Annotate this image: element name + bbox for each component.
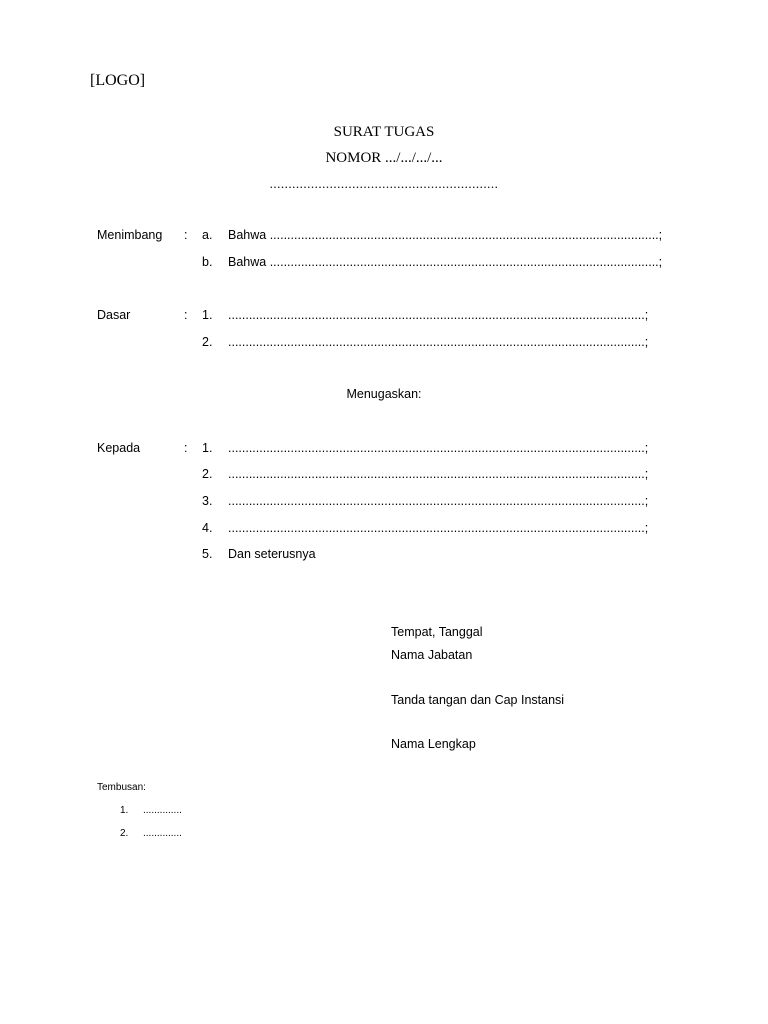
menimbang-item-text: Bahwa ................................................................................................................; [228, 255, 663, 269]
tembusan-label: Tembusan: [97, 782, 146, 793]
menimbang-label: Menimbang [97, 228, 163, 242]
kepada-item-mark: 4. [202, 521, 213, 535]
dasar-item-mark: 1. [202, 308, 213, 322]
tembusan-item-text: .............. [143, 805, 182, 816]
kepada-item-mark: 2. [202, 467, 213, 481]
kepada-item-mark: 1. [202, 441, 213, 455]
kepada-item-text: ........................................................................................................................; [228, 467, 649, 481]
menimbang-item-text: Bahwa ................................................................................................................; [228, 228, 663, 242]
signature-position: Nama Jabatan [391, 648, 473, 662]
dasar-colon: : [184, 308, 188, 322]
kepada-item-mark: 3. [202, 494, 213, 508]
title-dotted-line: ............................................................. [269, 176, 499, 191]
menimbang-colon: : [184, 228, 188, 242]
kepada-item-text: ........................................................................................................................; [228, 494, 649, 508]
document-number: NOMOR .../.../.../... [325, 150, 443, 166]
kepada-label: Kepada [97, 441, 141, 455]
tembusan-item-text: .............. [143, 828, 182, 839]
signature-sign-stamp: Tanda tangan dan Cap Instansi [391, 693, 565, 707]
dasar-item-text: ........................................................................................................................; [228, 335, 649, 349]
kepada-item-text: ........................................................................................................................; [228, 441, 649, 455]
kepada-item-text: ........................................................................................................................; [228, 521, 649, 535]
menimbang-item-mark: a. [202, 228, 213, 242]
dasar-label: Dasar [97, 308, 131, 322]
logo-placeholder: [LOGO] [90, 72, 146, 89]
document-title: SURAT TUGAS [333, 124, 435, 140]
kepada-colon: : [184, 441, 188, 455]
menimbang-item-mark: b. [202, 255, 213, 269]
signature-place-date: Tempat, Tanggal [391, 625, 483, 639]
dasar-item-mark: 2. [202, 335, 213, 349]
tembusan-item-mark: 1. [120, 805, 129, 816]
kepada-item-mark: 5. [202, 547, 213, 561]
tembusan-item-mark: 2. [120, 828, 129, 839]
menugaskan-heading: Menugaskan: [346, 387, 422, 401]
dasar-item-text: ........................................................................................................................; [228, 308, 649, 322]
kepada-item-text: Dan seterusnya [228, 547, 316, 561]
signature-full-name: Nama Lengkap [391, 737, 476, 751]
